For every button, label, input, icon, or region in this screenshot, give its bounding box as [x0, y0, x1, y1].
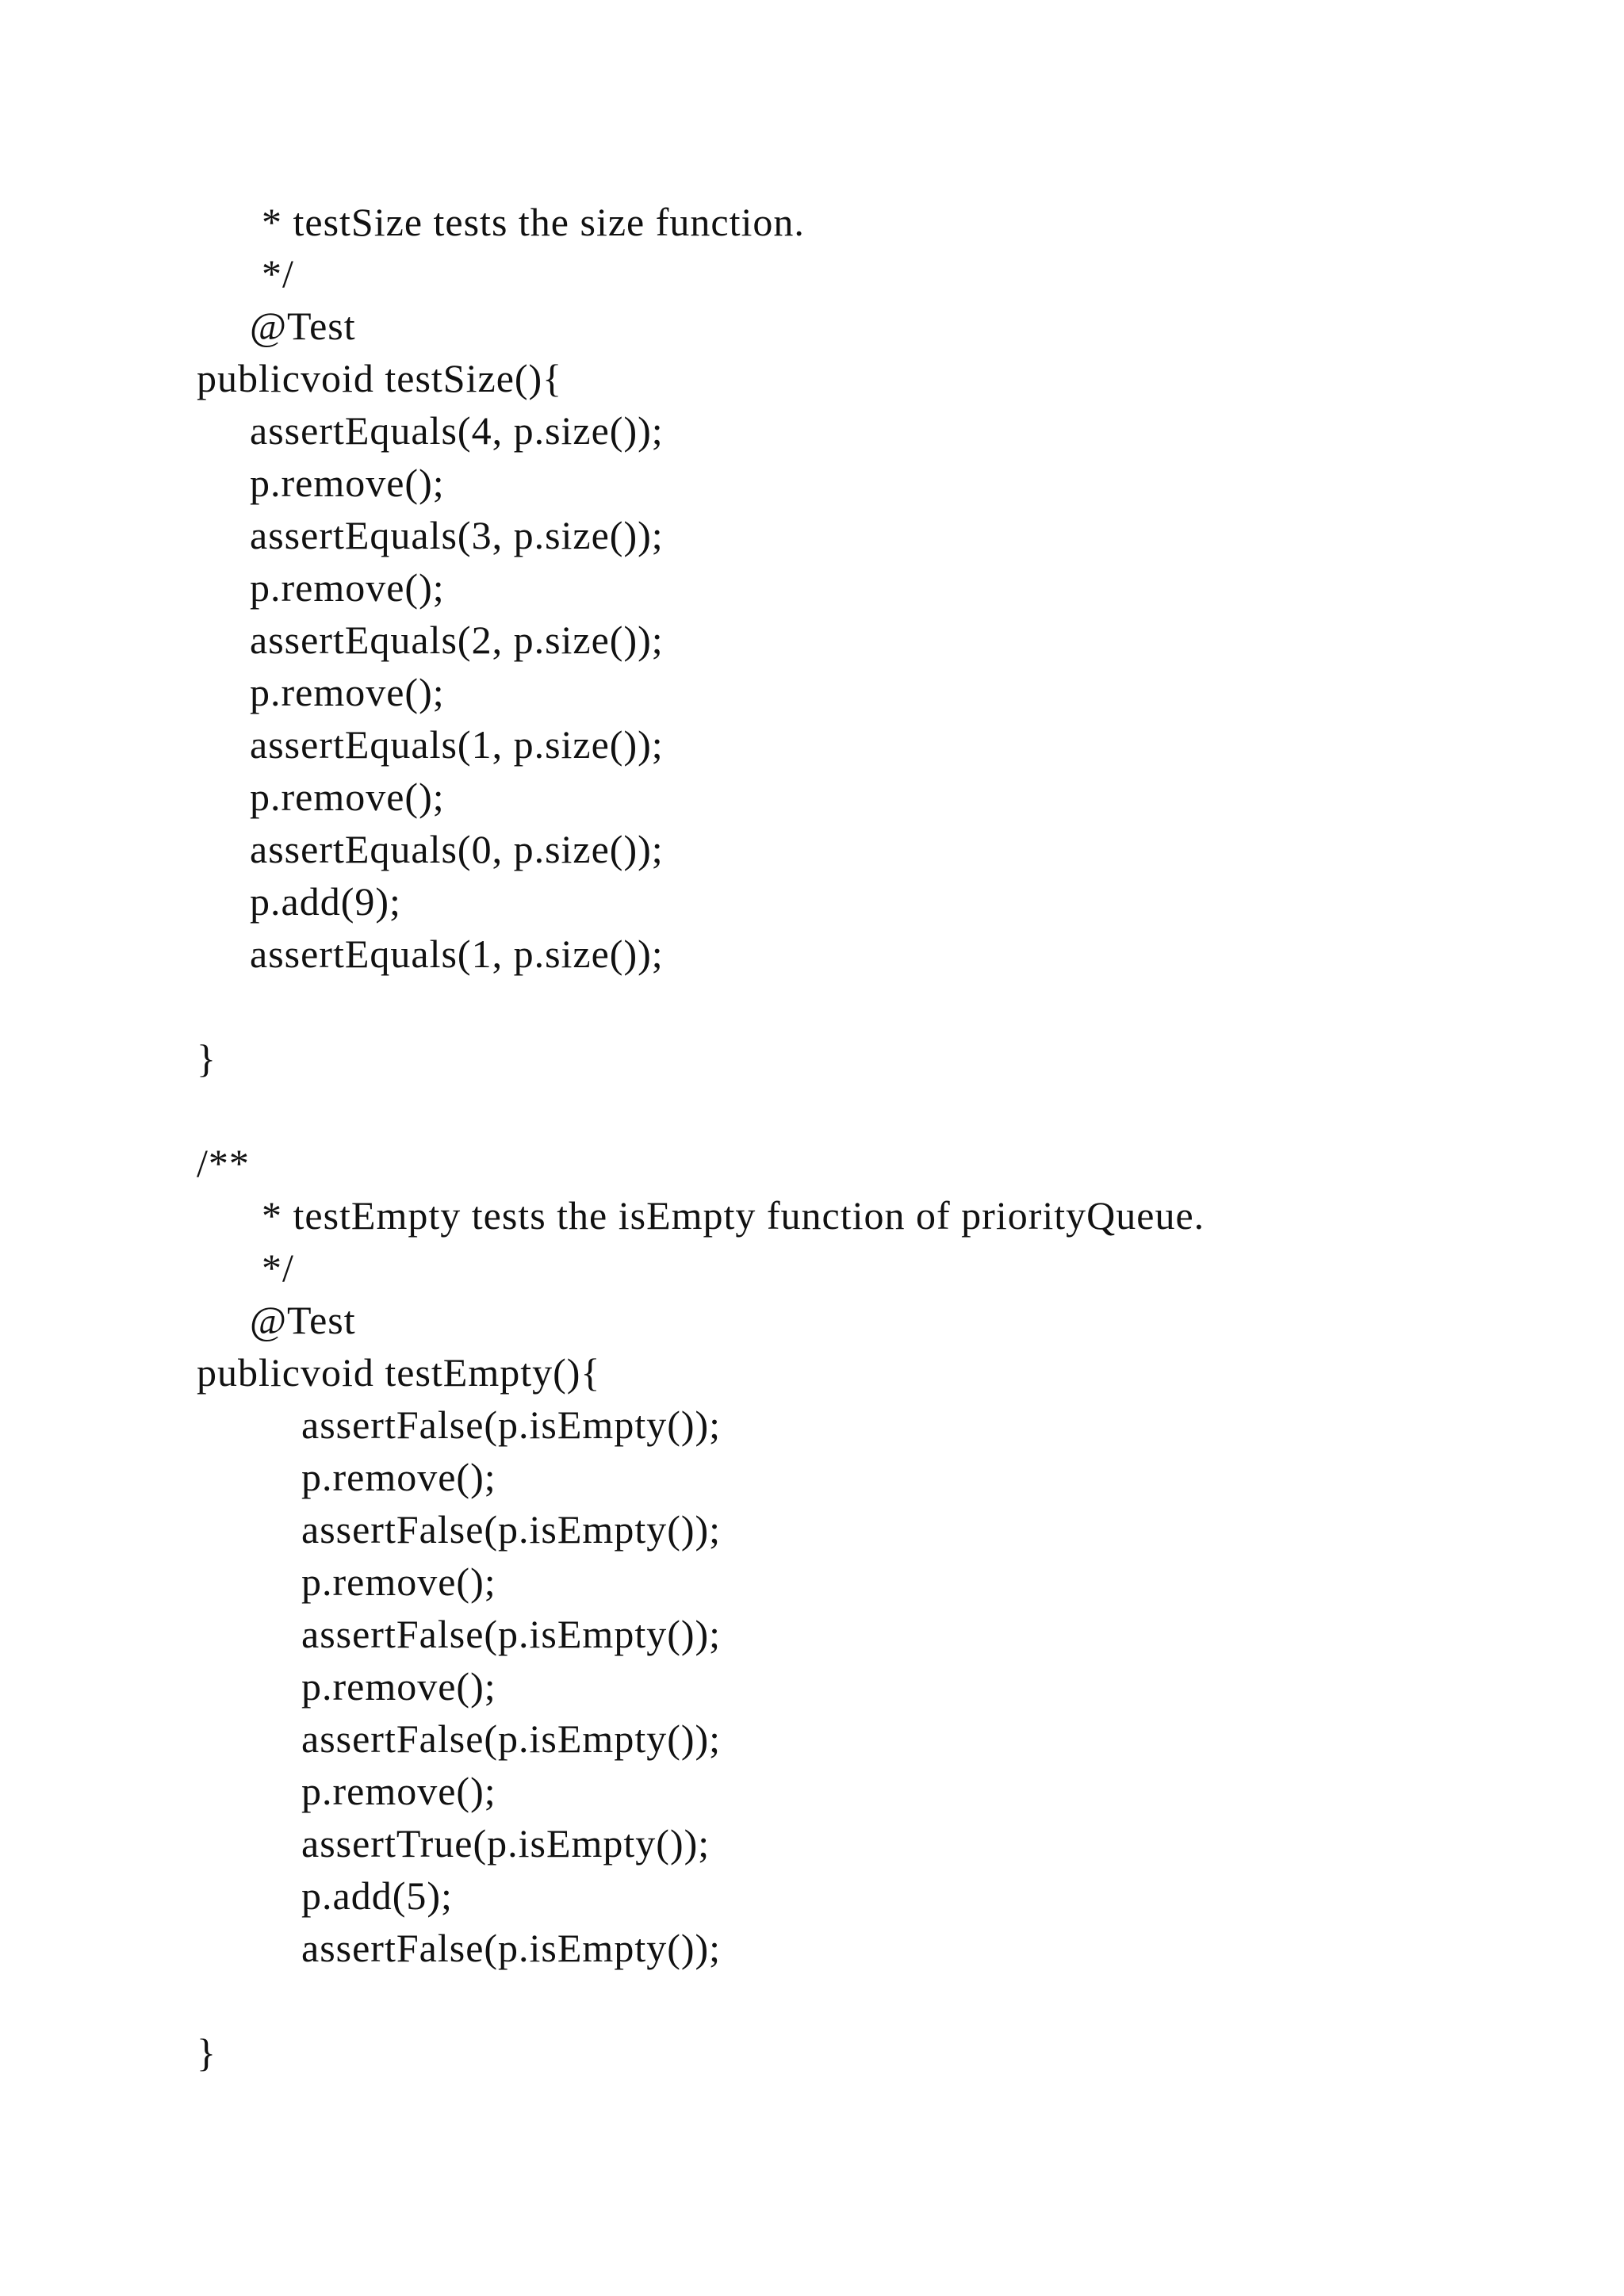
code-line: * testSize tests the size function. — [262, 200, 805, 244]
code-line: assertTrue(p.isEmpty()); — [301, 1821, 710, 1866]
code-line: assertFalse(p.isEmpty()); — [301, 1402, 722, 1447]
code-line: assertFalse(p.isEmpty()); — [301, 1716, 722, 1761]
code-line: p.remove(); — [250, 461, 445, 505]
code-line: publicvoid testSize(){ — [197, 356, 563, 400]
code-line: p.remove(); — [301, 1455, 496, 1499]
code-line: p.remove(); — [301, 1559, 496, 1604]
code-line: assertEquals(1, p.size()); — [250, 722, 664, 767]
code-line: p.add(5); — [301, 1873, 453, 1918]
code-line: assertFalse(p.isEmpty()); — [301, 1926, 722, 1970]
code-line: assertEquals(2, p.size()); — [250, 618, 664, 662]
code-line: */ — [262, 1246, 294, 1290]
code-line: } — [197, 2030, 216, 2075]
code-line: p.remove(); — [301, 1664, 496, 1709]
code-line: @Test — [250, 304, 356, 348]
code-line: assertEquals(0, p.size()); — [250, 827, 664, 871]
code-line: @Test — [250, 1298, 356, 1342]
code-line: assertFalse(p.isEmpty()); — [301, 1507, 722, 1552]
code-line: publicvoid testEmpty(){ — [197, 1350, 601, 1395]
code-line: } — [197, 1036, 216, 1081]
code-line: assertEquals(1, p.size()); — [250, 932, 664, 976]
code-line: p.add(9); — [250, 879, 401, 924]
code-line: assertEquals(4, p.size()); — [250, 408, 664, 453]
code-line: p.remove(); — [250, 775, 445, 819]
code-line: assertFalse(p.isEmpty()); — [301, 1612, 722, 1656]
code-line: p.remove(); — [250, 670, 445, 714]
code-line: p.remove(); — [301, 1769, 496, 1813]
code-line: assertEquals(3, p.size()); — [250, 513, 664, 557]
code-line: * testEmpty tests the isEmpty function of priorityQueue. — [262, 1193, 1205, 1238]
code-line: p.remove(); — [250, 565, 445, 610]
code-line: */ — [262, 251, 294, 296]
code-line: /** — [197, 1141, 250, 1185]
